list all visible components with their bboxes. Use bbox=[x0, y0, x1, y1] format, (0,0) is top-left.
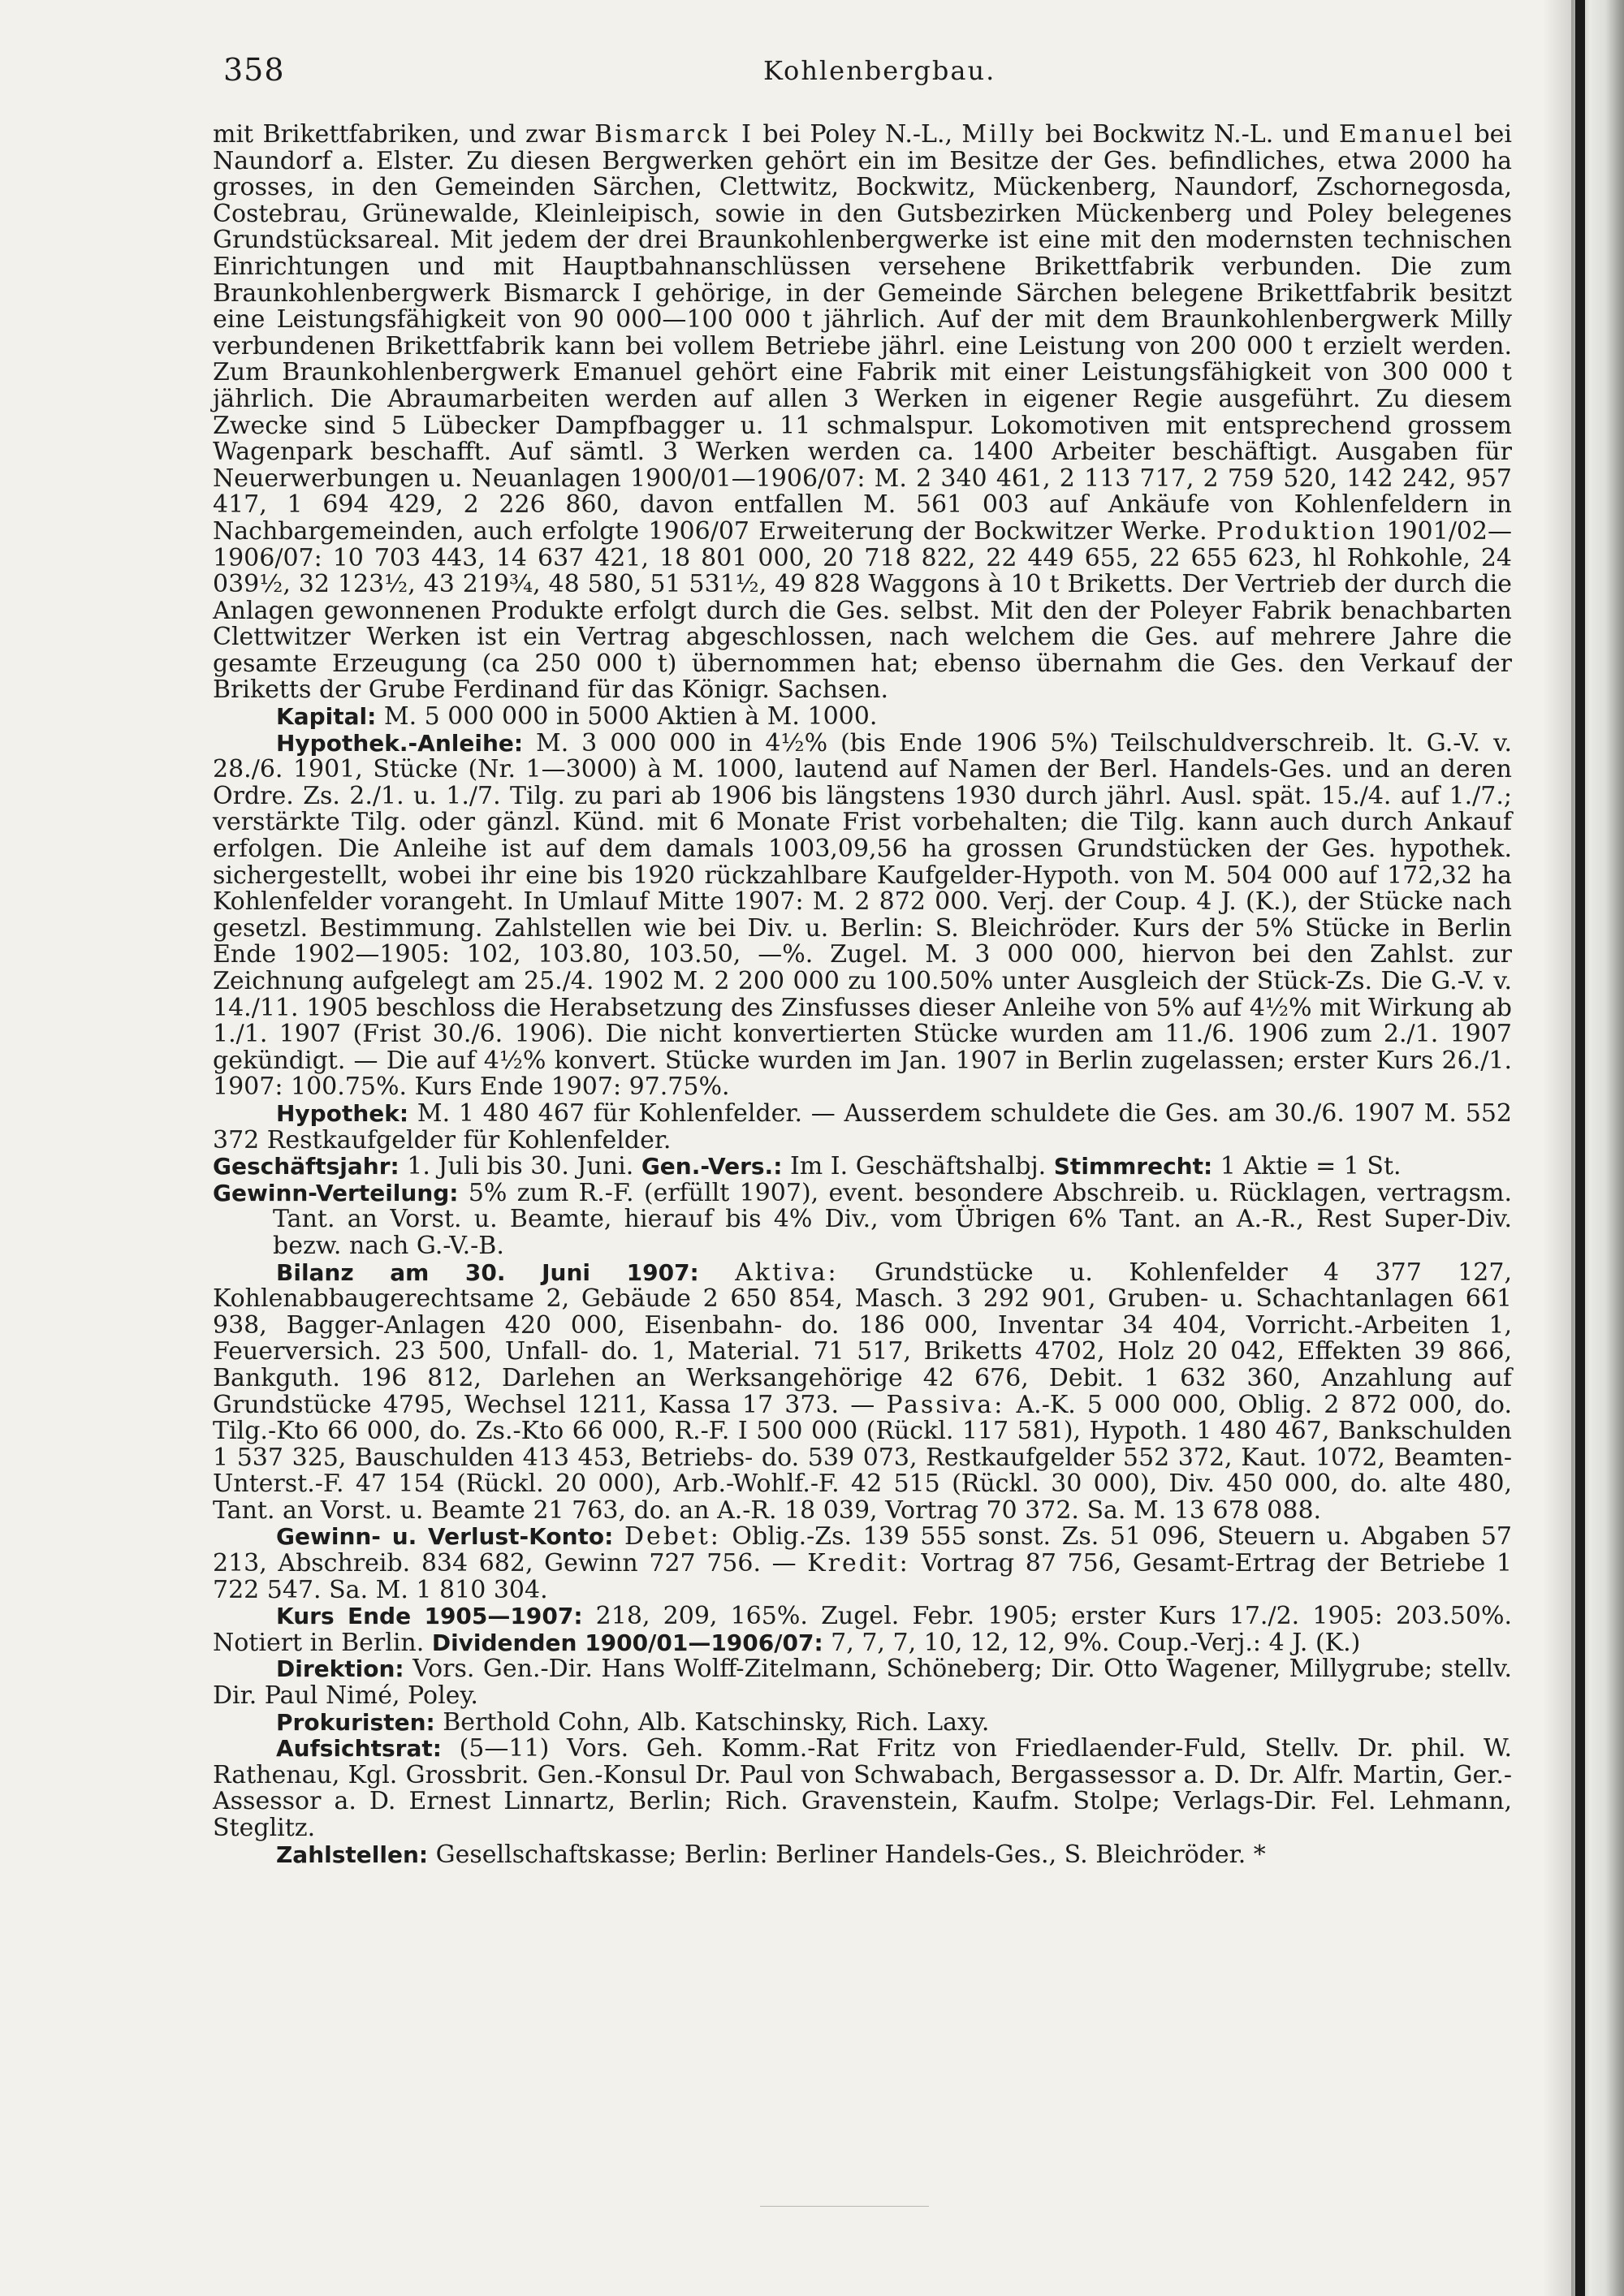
end-asterisk: * bbox=[1246, 1840, 1266, 1869]
zahlstellen-section bbox=[213, 1842, 1512, 1869]
geschaeftsjahr-section bbox=[213, 1154, 1512, 1180]
kapital-label: Kapital: bbox=[276, 703, 377, 731]
prokuristen-text: Berthold Cohn, Alb. Katschinsky, Rich. Laxy. bbox=[434, 1707, 990, 1737]
mine-name-milly: Milly bbox=[961, 120, 1036, 149]
produktion-label: Produktion bbox=[1216, 516, 1378, 546]
footer-rule bbox=[760, 2206, 929, 2207]
debet-text: Oblig.-Zs. 139 555 sonst. Zs. 51 096, Steuern u. Abgaben 57 213, Abschreib. 834 682, Gewinn 727 756. — bbox=[213, 1522, 1513, 1578]
hypothek-anleihe-text: M. 3 000 000 in 4½% (bis Ende 1906 5%) Teilschuldverschreib. lt. G.-V. v. 28./6. 1901, Stücke (Nr. 1—3000) à M. 1000, lautend auf Namen der Berl. Handels-Ges. und an deren Ordre. Zs. 2./1. u. 1./7. Tilg. zu pari ab 1906 bis längstens 1930 durch jährl. Ausl. spät. 15./4. auf 1./7.; verstärkte Tilg. oder gänzl. Künd. mit 6 Monate Frist vorbehalten; die Tilg. kann auch durch Ankauf erfolgen. Die Anleihe ist auf dem damals 1003,09,56 ha grossen Grundstücken der Ges. hypothek. sichergestellt, wobei ihr eine bis 1920 rückzahlbare Kaufgelder-Hypoth. von M. 504 000 auf 172,32 ha Kohlenfelder vorangeht. In Umlauf Mitte 1907: M. 2 872 000. Verj. der Coup. 4 J. (K.), der Stücke nach gesetzl. Bestimmung. Zahlstellen wie bei Div. u. Berlin: S. Bleichröder. Kurs der 5% Stücke in Berlin Ende 1902—1905: 102, 103.80, 103.50, —%. Zugel. M. 3 000 000, hiervon bei den Zahlst. zur Zeichnung aufgelegt am 25./4. 1902 M. 2 200 000 zu 100.50% unter Ausgleich der Stück-Zs. Die G.-V. v. 14./11. 1905 beschloss die Herabsetzung des Zinsfusses dieser Anleihe von 5% auf 4½% mit Wirkung ab 1./1. 1907 (Frist 30./6. 1906). Die nicht konvertierten Stücke wurden am 11./6. 1906 zum 2./1. 1907 gekündigt. — Die auf 4½% konvert. Stücke wurden im Jan. 1907 in Berlin zugelassen; erster Kurs 26./1. 1907: 100.75%. Kurs Ende 1907: 97.75%. bbox=[213, 728, 1512, 1102]
gewinn-verlust-section bbox=[213, 1524, 1512, 1603]
mine-name-emanuel: Emanuel bbox=[1338, 120, 1466, 149]
direktion-text: Vors. Gen.-Dir. Hans Wolff-Zitelmann, Schöneberg; Dir. Otto Wagener, Millygrube; stellv. Dir. Paul Nimé, Poley. bbox=[213, 1655, 1512, 1711]
page-edge-shadow bbox=[1543, 0, 1571, 2296]
hypothek-text: M. 1 480 467 für Kohlenfelder. — Ausserdem schuldete die Ges. am 30./6. 1907 M. 552 372 Restkaufgelder für Kohlenfelder. bbox=[213, 1098, 1512, 1154]
zahlstellen-text: Gesellschaftskasse; Berlin: Berliner Handels-Ges., S. Bleichröder. bbox=[428, 1840, 1246, 1869]
binding-black-edge bbox=[1575, 0, 1585, 2296]
gen-vers-label: Gen.-Vers.: bbox=[641, 1153, 783, 1180]
direktion-label: Direktion: bbox=[276, 1655, 404, 1683]
gewinn-verlust-label: Gewinn- u. Verlust-Konto: bbox=[276, 1523, 614, 1551]
mine-name-bismarck: Bismarck I bbox=[594, 120, 754, 149]
debet-label: Debet: bbox=[624, 1522, 721, 1552]
bilanz-section bbox=[213, 1260, 1512, 1525]
running-title: Kohlenbergbau. bbox=[763, 55, 996, 86]
gen-vers-text: Im I. Geschäftshalbj. bbox=[782, 1152, 1054, 1181]
dividenden-label: Dividenden 1900/01—1906/07: bbox=[431, 1629, 823, 1656]
intro-text: bei Bockwitz N.-L. und bbox=[1035, 120, 1339, 149]
passiva-label: Passiva: bbox=[886, 1390, 1005, 1419]
hypothek-label: Hypothek: bbox=[276, 1099, 409, 1127]
hypothek-anleihe-section bbox=[213, 728, 1512, 1102]
dividenden-text: 7, 7, 7, 10, 12, 12, 9%. Coup.-Verj.: 4 J. (K.) bbox=[823, 1628, 1361, 1657]
kapital-section bbox=[213, 704, 1512, 731]
zahlstellen-label: Zahlstellen: bbox=[276, 1841, 429, 1868]
body-text bbox=[213, 122, 1512, 1868]
kapital-text: M. 5 000 000 in 5000 Aktien à M. 1000. bbox=[376, 702, 878, 732]
kurs-text: 218, 209, 165%. Zugel. Febr. 1905; erster Kurs 17./2. 1905: 203.50%. Notiert in Berlin. bbox=[213, 1602, 1512, 1657]
aktiva-text: Grundstücke u. Kohlenfelder 4 377 127, Kohlenabbaugerechtsame 2, Gebäude 2 650 854, Masch. 3 292 901, Gruben- u. Schachtanlagen 661 938, Bagger-Anlagen 420 000, Eisenbahn- do. 186 000, Inventar 34 404, Vorricht.-Arbeiten 1, Feuerversich. 23 500, Unfall- do. 1, Material. 71 517, Briketts 4702, Holz 20 042, Effekten 39 866, Bankguth. 196 812, Darlehen an Werksangehörige 42 676, Debit. 1 632 360, Anzahlung auf Grundstücke 4795, Wechsel 1211, Kassa 17 373. — bbox=[213, 1258, 1512, 1419]
bilanz-label: Bilanz am 30. Juni 1907: bbox=[276, 1258, 699, 1286]
kurs-label: Kurs Ende 1905—1907: bbox=[276, 1603, 583, 1630]
geschaeftsjahr-text: 1. Juli bis 30. Juni. bbox=[399, 1152, 641, 1181]
hypothek-anleihe-label: Hypothek.-Anleihe: bbox=[276, 729, 524, 757]
intro-text: bei Poley N.-L., bbox=[754, 120, 962, 149]
prokuristen-label: Prokuristen: bbox=[276, 1708, 435, 1736]
stimmrecht-text: 1 Aktie = 1 St. bbox=[1212, 1152, 1402, 1181]
aktiva-label: Aktiva: bbox=[735, 1258, 839, 1287]
passiva-text: A.-K. 5 000 000, Oblig. 2 872 000, do. Tilg.-Kto 66 000, do. Zs.-Kto 66 000, R.-F. I 500 000 (Rückl. 117 581), Hypoth. 1 480 467, Bankschulden 1 537 325, Bauschulden 413 453, Betriebs- do. 539 073, Restkaufgelder 552 372, Kaut. 1072, Beamten-Unterst.-F. 47 154 (Rückl. 20 000), Arb.-Wohlf.-F. 42 515 (Rückl. 30 000), Div. 450 000, do. alte 480, Tant. an Vorst. u. Beamte 21 763, do. an A.-R. 18 039, Vortrag 70 372. Sa. M. 13 678 088. bbox=[213, 1390, 1512, 1525]
intro-paragraph bbox=[213, 122, 1512, 704]
aufsichtsrat-label: Aufsichtsrat: bbox=[276, 1735, 442, 1763]
kredit-text: Vortrag 87 756, Gesamt-Ertrag der Betriebe 1 722 547. Sa. M. 1 810 304. bbox=[213, 1549, 1513, 1604]
aufsichtsrat-section bbox=[213, 1736, 1512, 1841]
direktion-section bbox=[213, 1656, 1512, 1709]
aufsichtsrat-text: (5—11) Vors. Geh. Komm.-Rat Fritz von Friedlaender-Fuld, Stellv. Dr. phil. W. Rathenau, Kgl. Grossbrit. Gen.-Konsul Dr. Paul von Schwabach, Bergassessor a. D. Dr. Alfr. Martin, Ger.-Assessor a. D. Ernest Linnartz, Berlin; Rich. Gravenstein, Kaufm. Stolpe; Verlags-Dir. Fel. Lehmann, Steglitz. bbox=[213, 1734, 1512, 1842]
kurs-section bbox=[213, 1603, 1512, 1656]
kredit-label: Kredit: bbox=[807, 1549, 910, 1578]
intro-text: 1901/02—1906/07: 10 703 443, 14 637 421, 18 801 000, 20 718 822, 22 449 655, 22 655 623, hl Rohkohle, 24 039½, 32 123½, 43 219¾, 48 580, 51 531½, 49 828 Waggons à 10 t Briketts. Der Vertrieb der durch die Anlagen gewonnenen Produkte erfolgt durch die Ges. selbst. Mit den der Poleyer Fabrik benachbarten Clettwitzer Werken ist ein Vertrag abgeschlossen, nach welchem die Ges. auf mehrere Jahre die gesamte Erzeugung (ca 250 000 t) übernommen hat; ebenso übernahm die Ges. den Verkauf der Briketts der Grube Ferdinand für das Königr. Sachsen. bbox=[213, 516, 1513, 705]
page-number: 358 bbox=[223, 52, 285, 88]
prokuristen-section bbox=[213, 1707, 1512, 1737]
stimmrecht-label: Stimmrecht: bbox=[1053, 1153, 1213, 1180]
intro-text: bei Naundorf a. Elster. Zu diesen Bergwerken gehört ein im Besitze der Ges. befindliches, etwa 2000 ha grosses, in den Gemeinden Särchen, Clettwitz, Bockwitz, Mückenberg, Naundorf, Zschornegosda, Costebrau, Grünewalde, Kleinleipisch, sowie in den Gutsbezirken Mückenberg und Poley belegenes Grundstücksareal. Mit jedem der drei Braunkohlenbergwerke ist eine mit den modernsten technischen Einrichtungen und mit Hauptbahnanschlüssen versehene Brikettfabrik verbunden. Die zum Braunkohlenbergwerk Bismarck I gehörige, in der Gemeinde Särchen belegene Brikettfabrik besitzt eine Leistungsfähigkeit von 90 000—100 000 t jährlich. Auf der mit dem Braunkohlenbergwerk Milly verbundenen Brikettfabrik kann bei vollem Betriebe jährl. eine Leistung von 200 000 t erzielt werden. Zum Braunkohlenbergwerk Emanuel gehört eine Fabrik mit einer Leistungsfähigkeit von 300 000 t jährlich. Die Abraumarbeiten werden auf allen 3 Werken in eigener Regie ausgeführt. Zu diesem Zwecke sind 5 Lübecker Dampfbagger u. 11 schmalspur. Lokomotiven mit entsprechend grossem Wagenpark beschafft. Auf sämtl. 3 Werken werden ca. 1400 Arbeiter beschäftigt. Ausgaben für Neuerwerbungen u. Neuanlagen 1900/01—1906/07: M. 2 340 461, 2 113 717, 2 759 520, 142 242, 957 417, 1 694 429, 2 226 860, davon entfallen M. 561 003 auf Ankäufe von Kohlenfeldern in Nachbargemeinden, auch erfolgte 1906/07 Erweiterung der Bockwitzer Werke. bbox=[213, 120, 1513, 546]
hypothek-section bbox=[213, 1098, 1512, 1154]
geschaeftsjahr-label: Geschäftsjahr: bbox=[213, 1153, 400, 1180]
gewinn-verteilung-label: Gewinn-Verteilung: bbox=[213, 1179, 459, 1206]
intro-text: mit Brikettfabriken, und zwar bbox=[213, 120, 595, 149]
gewinn-verteilung-section bbox=[213, 1180, 1512, 1260]
gewinn-verteilung-text: 5% zum R.-F. (erfüllt 1907), event. besondere Abschreib. u. Rücklagen, vertragsm. Tant. an Vorst. u. Beamte, hierauf bis 4% Div., vom Übrigen 6% Tant. an A.-R., Rest Super-Div. bezw. nach G.-V.-B. bbox=[273, 1178, 1512, 1260]
